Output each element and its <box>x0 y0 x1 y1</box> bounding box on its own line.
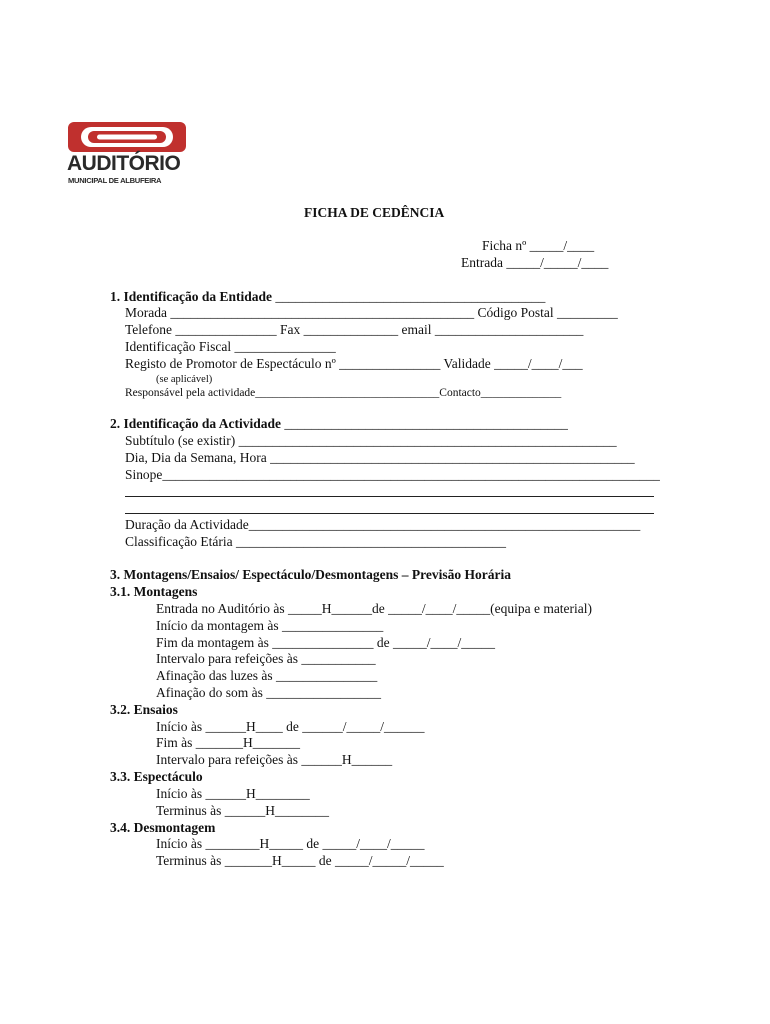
logo-subtitle: MUNICIPAL DE ALBUFEIRA <box>68 176 162 185</box>
espectaculo-heading: 3.3. Espectáculo <box>110 769 203 784</box>
classificacao-etaria-line[interactable]: Classificação Etária ________________________________________ <box>125 534 506 549</box>
inicio-desmontagem-line[interactable]: Início às ________H_____ de _____/____/_____ <box>156 836 425 851</box>
ficha-number: Ficha nº _____/____ <box>482 238 595 253</box>
logo-title: AUDITÓRIO <box>67 152 181 175</box>
ensaios-heading: 3.2. Ensaios <box>110 702 178 717</box>
inicio-espectaculo-line[interactable]: Início às ______H________ <box>156 786 310 801</box>
section1-heading-line <box>110 289 545 305</box>
responsavel-line[interactable]: Responsável pela actividade________________________________Contacto______________ <box>125 387 562 399</box>
montagens-heading: 3.1. Montagens <box>110 584 198 599</box>
telefone-line[interactable]: Telefone _______________ Fax ______________ email ______________________ <box>125 322 584 337</box>
section1-heading: 1. Identificação da Entidade <box>110 289 273 304</box>
auditorio-logo-icon <box>68 122 186 152</box>
inicio-montagem-line[interactable]: Início da montagem às _______________ <box>156 618 384 633</box>
terminus-espectaculo-line[interactable]: Terminus às ______H________ <box>156 803 330 818</box>
entrada-date: Entrada _____/_____/____ <box>461 255 609 270</box>
actividade-field[interactable]: __________________________________________ <box>281 416 568 431</box>
auditorio-logo <box>66 122 188 188</box>
identificacao-fiscal-line[interactable]: Identificação Fiscal _______________ <box>125 339 336 354</box>
entrada-auditorio-line[interactable]: Entrada no Auditório às _____H______de _____/____/_____(equipa e material) <box>156 601 593 616</box>
registo-promotor-line[interactable]: Registo de Promotor de Espectáculo nº _______________ Validade _____/____/___ <box>125 356 583 371</box>
afinacao-luzes-line[interactable]: Afinação das luzes às _______________ <box>156 668 378 683</box>
intervalo-ensaios-line[interactable]: Intervalo para refeições às ______H______ <box>156 752 393 767</box>
section2-heading-line <box>110 416 568 432</box>
fim-montagem-line[interactable]: Fim da montagem às _______________ de _____/____/_____ <box>156 635 495 650</box>
sinope-line[interactable]: Sinope__________________________________________________________________________ <box>125 467 660 482</box>
duracao-line[interactable]: Duração da Actividade__________________________________________________________ <box>125 517 641 532</box>
section3-heading: 3. Montagens/Ensaios/ Espectáculo/Desmontagens – Previsão Horária <box>110 567 511 582</box>
inicio-ensaios-line[interactable]: Início às ______H____ de ______/_____/______ <box>156 719 425 734</box>
afinacao-som-line[interactable]: Afinação do som às _________________ <box>156 685 381 700</box>
fim-ensaios-line[interactable]: Fim às _______H_______ <box>156 735 301 750</box>
form-title: FICHA DE CEDÊNCIA <box>304 205 445 220</box>
terminus-desmontagem-line[interactable]: Terminus às _______H_____ de _____/_____/_____ <box>156 853 444 868</box>
section2-heading: 2. Identificação da Actividade <box>110 416 281 431</box>
entidade-field[interactable]: ________________________________________ <box>272 289 546 304</box>
morada-line[interactable]: Morada _____________________________________________ Código Postal _________ <box>125 305 618 320</box>
subtitulo-line[interactable]: Subtítulo (se existir) ________________________________________________________ <box>125 433 617 448</box>
dia-hora-line[interactable]: Dia, Dia da Semana, Hora ______________________________________________________ <box>125 450 635 465</box>
desmontagem-heading: 3.4. Desmontagem <box>110 820 216 835</box>
sinope-blank-line[interactable] <box>125 513 654 514</box>
se-aplicavel-note: (se aplicável) <box>156 374 213 385</box>
sinope-blank-line[interactable] <box>125 496 654 497</box>
intervalo-montagem-line[interactable]: Intervalo para refeições às ___________ <box>156 651 376 666</box>
